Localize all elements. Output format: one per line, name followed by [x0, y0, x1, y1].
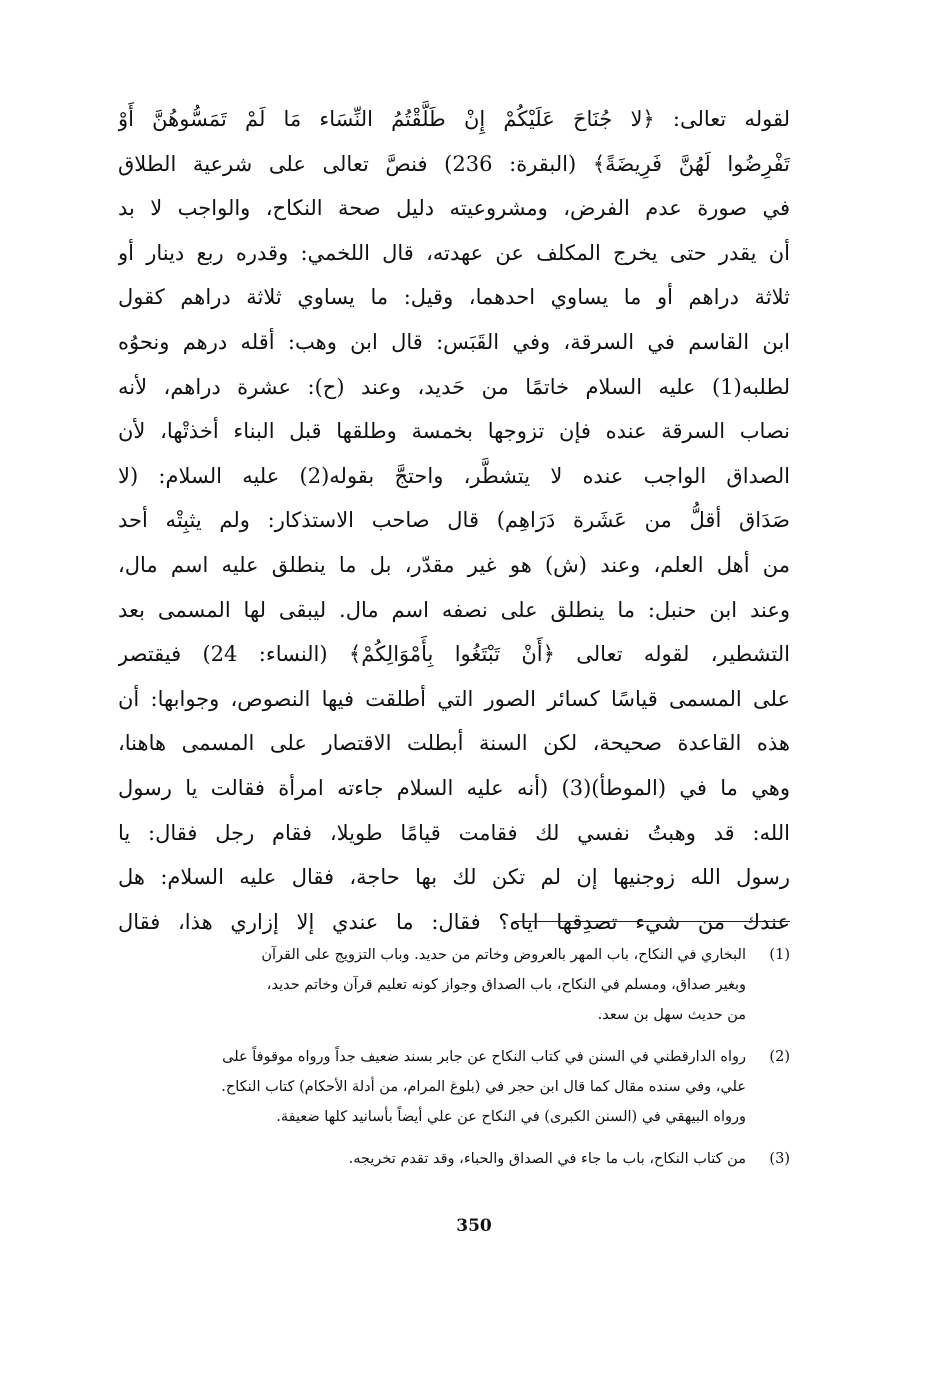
text-line: لقوله تعالى: ﴿لا جُنَاحَ عَلَيْكُمْ إِنْ طَلَّقْتُمُ النِّسَاء مَا لَمْ تَمَسُّوهُنَّ أَوْ — [118, 107, 790, 131]
text-line: أن يقدر حتى يخرج المكلف عن عهدته، قال اللخمي: وقدره ربع دينار أو — [118, 240, 790, 265]
text-line: الله: قد وهبتُ نفسي لك فقامت قيامًا طويلا، فقام رجل فقال: يا — [118, 820, 790, 845]
text-line: في صورة عدم الفرض، ومشروعيته دليل صحة النكاح، والواجب لا بد — [118, 196, 790, 221]
footnote-1 — [118, 940, 790, 1030]
footnote-2 — [118, 1042, 790, 1132]
text-line: التشطير، لقوله تعالى ﴿أَنْ تَبْتَغُوا بِأَمْوَالِكُمْ﴾ (النساء: 24) فيقتصر — [118, 642, 790, 667]
footnote-divider — [514, 921, 790, 922]
text-line: وهي ما في (الموطأ)(3) (أنه عليه السلام جاءته امرأة فقالت يا رسول — [118, 775, 790, 800]
footnote-line: وبغير صداق، ومسلم في النكاح، باب الصداق وجواز كونه تعليم قرآن وخاتم حديد، — [266, 977, 746, 993]
footnote-marker: (1) — [769, 947, 790, 963]
footnote-line: رواه الدارقطني في السنن في كتاب النكاح عن جابر بسند ضعيف جداً ورواه موقوفاً على — [222, 1049, 746, 1065]
footnote-marker: (3) — [769, 1151, 790, 1167]
text-line: تَفْرِضُوا لَهُنَّ فَرِيضَةً﴾ (البقرة: 236) فنصَّ تعالى على شرعية الطلاق — [118, 151, 790, 176]
text-line: صَدَاق أقلُّ من عَشَرة دَرَاهِم) قال صاحب الاستذكار: ولم يثبِتْه أحد — [118, 508, 790, 533]
footnote-line: من حديث سهل بن سعد. — [597, 1007, 746, 1023]
text-line: على المسمى قياسًا كسائر الصور التي أطلقت فيها النصوص، وجوابها: أن — [118, 686, 790, 711]
text-line: هذه القاعدة صحيحة، لكن السنة أبطلت الاقتصار على المسمى هاهنا، — [118, 731, 790, 756]
text-line: نصاب السرقة عنده فإن تزوجها بخمسة وطلقها قبل البناء أخذتْها، لأن — [118, 419, 790, 444]
text-line: عندك من شيء تصدِقها اياه؟ فقال: ما عندي إلا إزاري هذا، فقال — [118, 909, 790, 934]
footnote-line: علي، وفي سنده مقال كما قال ابن حجر في (بلوغ المرام، من أدلة الأحكام) كتاب النكاح. — [221, 1079, 746, 1095]
text-line: ثلاثة دراهم أو ما يساوي احدهما، وقيل: ما يساوي ثلاثة دراهم كقول — [118, 285, 790, 310]
main-text-block — [118, 97, 790, 944]
footnotes-block — [118, 940, 790, 1186]
text-line: رسول الله زوجنيها إن لم تكن لك بها حاجة، فقال عليه السلام: هل — [118, 865, 790, 890]
page-number: 350 — [456, 1216, 492, 1236]
footnote-line: البخاري في النكاح، باب المهر بالعروض وخاتم من حديد. وباب التزويج على القرآن — [261, 947, 746, 963]
footnote-3 — [118, 1144, 790, 1174]
footnote-line: ورواه البيهقي في (السنن الكبرى) في النكاح عن علي أيضاً بأسانيد كلها ضعيفة. — [276, 1109, 746, 1125]
text-line: ابن القاسم في السرقة، وفي القَبَس: قال ابن وهب: أقله درهم ونحوُه — [118, 329, 790, 354]
text-line: الصداق الواجب عنده لا يتشطَّر، واحتجَّ بقوله(2) عليه السلام: (لا — [118, 463, 790, 488]
footnote-marker: (2) — [769, 1049, 790, 1065]
footnote-line: من كتاب النكاح، باب ما جاء في الصداق والحباء، وقد تقدم تخريجه. — [348, 1151, 746, 1167]
text-line: من أهل العلم، وعند (ش) هو غير مقدّر، بل ما ينطلق عليه اسم مال، — [118, 552, 790, 577]
text-line: وعند ابن حنبل: ما ينطلق على نصفه اسم مال. ليبقى لها المسمى بعد — [118, 597, 790, 622]
text-line: لطلبه(1) عليه السلام خاتمًا من حَديد، وعند (ح): عشرة دراهم، لأنه — [118, 374, 790, 399]
